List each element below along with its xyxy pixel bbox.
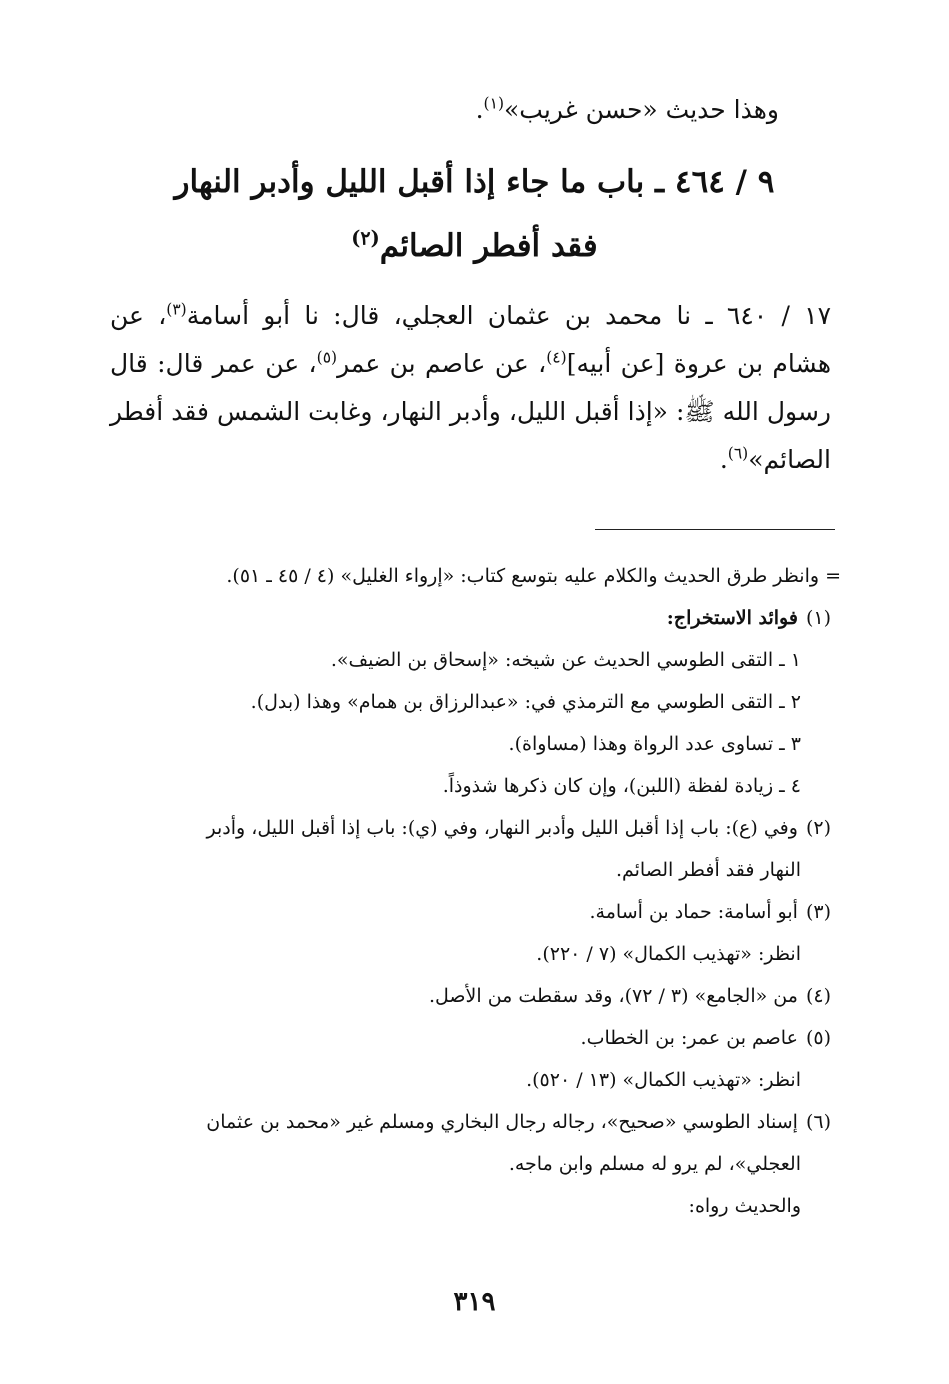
footnote-continuation: = وانظر طرق الحديث والكلام عليه بتوسع كتاب: «إرواء الغليل» (٤ / ٤٥ ـ ٥١). [226,565,841,587]
footnote-2-number: (٢) [805,817,831,839]
footnote-3-line-2: انظر: «تهذيب الكمال» (٧ / ٢٢٠). [536,943,801,965]
footnote-ref-5: (٥) [316,348,338,367]
footnote-5-number: (٥) [805,1027,831,1049]
footnote-1-number: (١) [805,607,831,629]
footnote-ref-1: (١) [483,94,504,113]
footnote-6-line-2: العجلي»، لم يرو له مسلم وابن ماجه. [508,1153,801,1175]
hadith-line-1: ١٧ / ٦٤٠ ـ نا محمد بن عثمان العجلي، قال: نا أبو أسامة$^{(٣)}$، عن [110,300,832,330]
footnote-3-number: (٣) [805,901,831,923]
footnote-6-line-3: والحديث رواه: [688,1195,801,1217]
footnote-4-line-1: (٤)من «الجامع» (٣ / ٧٢)، وقد سقطت من الأصل. [428,985,831,1007]
footnote-ref-2: (٢) [351,226,380,250]
hadith-line-2: هشام بن عروة [عن أبيه]$^{(٤)}$، عن عاصم بن عمر$^{(٥)}$، عن عمر قال: قال [110,348,832,378]
footnote-6-line-1: (٦)إسناد الطوسي «صحيح»، رجاله رجال البخاري ومسلم غير «محمد بن عثمان [206,1111,831,1133]
page-number: ٣١٩ [453,1287,496,1317]
chapter-heading-line-2: فقد أفطر الصائم$^{(٢)}$ [351,226,598,264]
footnote-ref-3: (٣) [166,300,187,319]
hadith-line-3: رسول الله ﷺ: «إذا أقبل الليل، وأدبر النهار، وغابت الشمس فقد أفطر [110,397,831,426]
footnote-1-item: ١ ـ التقى الطوسي الحديث عن شيخه: «إسحاق بن الضيف». [330,649,801,671]
footnote-1-item: ٢ ـ التقى الطوسي مع الترمذي في: «عبدالرزاق بن همام» وهذا (بدل). [250,691,801,713]
footnote-5-line-2: انظر: «تهذيب الكمال» (١٣ / ٥٢٠). [526,1069,801,1091]
footnote-5-line-1: (٥)عاصم بن عمر: بن الخطاب. [580,1027,831,1049]
footnote-3-line-1: (٣)أبو أسامة: حماد بن أسامة. [589,901,831,923]
footnote-2-line-2: النهار فقد أفطر الصائم. [615,859,801,881]
closing-remark: وهذا حديث «حسن غريب»$^{(١)}$. [475,94,779,124]
footnote-2-line-1: (٢)وفي (ع): باب إذا أقبل الليل وأدبر النهار، وفي (ي): باب إذا أقبل الليل، وأدبر [206,817,831,839]
footnote-1-label: فوائد الاستخراج: [666,607,798,629]
footnote-1-heading [667,605,831,631]
hadith-line-4: الصائم»$^{(٦)}$. [719,444,831,474]
footnote-4-number: (٤) [805,985,831,1007]
footnote-separator [595,529,835,530]
footnote-6-number: (٦) [805,1111,831,1133]
chapter-heading-line-1: ٩ / ٤٦٤ ـ باب ما جاء إذا أقبل الليل وأدبر النهار [174,164,775,200]
footnote-1-item: ٣ ـ تساوى عدد الرواة وهذا (مساواة). [508,733,801,755]
footnote-1-item: ٤ ـ زيادة لفظة (اللبن)، وإن كان ذكرها شذوذاً. [442,775,801,797]
footnote-ref-4: (٤) [546,348,567,367]
footnote-ref-6: (٦) [727,444,749,463]
